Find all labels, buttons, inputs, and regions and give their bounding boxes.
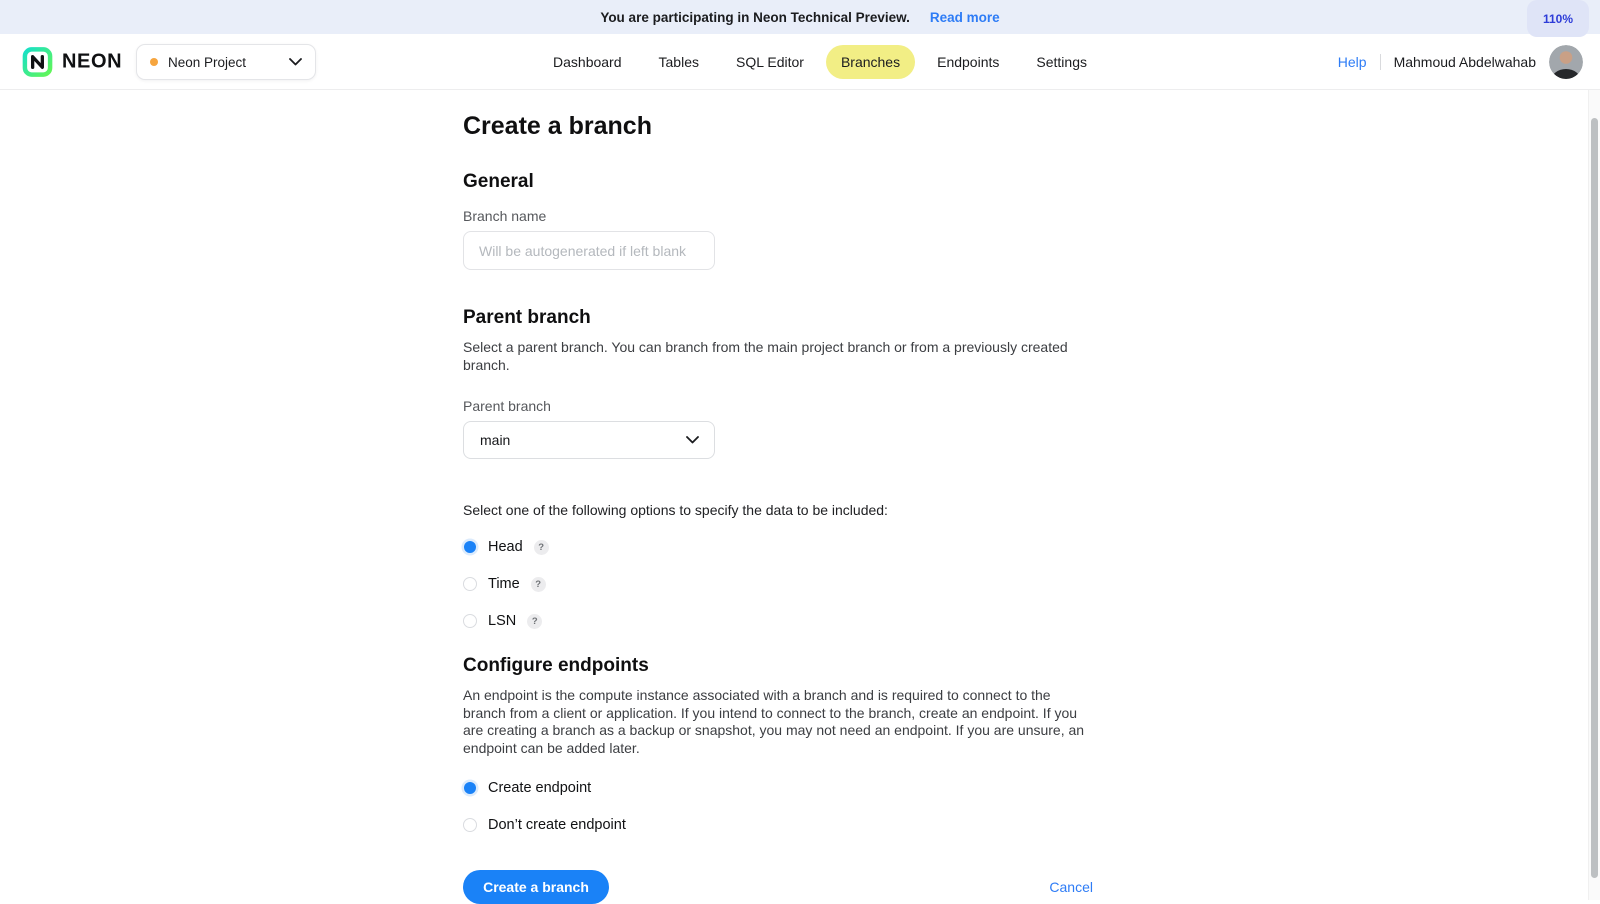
neon-wordmark: NEON — [62, 50, 123, 72]
branch-name-input[interactable] — [463, 231, 715, 270]
header-divider — [1380, 54, 1381, 70]
preview-banner — [0, 0, 1600, 34]
help-link[interactable]: Help — [1337, 54, 1367, 70]
main-nav — [538, 34, 1102, 90]
nav-item-tables[interactable]: Tables — [658, 54, 699, 70]
parent-branch-select[interactable] — [463, 421, 715, 459]
nav-item-dashboard[interactable]: Dashboard — [553, 54, 622, 70]
header-right — [1338, 34, 1583, 90]
radio-selected-icon[interactable] — [464, 541, 476, 553]
nav-item-endpoints[interactable]: Endpoints — [937, 54, 1000, 70]
help-icon[interactable]: ? — [531, 577, 546, 592]
nav-item-sql-editor[interactable]: SQL Editor — [735, 54, 804, 70]
page-title: Create a branch — [463, 112, 652, 140]
project-name: Neon Project — [168, 54, 247, 70]
scrollbar-thumb[interactable] — [1591, 118, 1598, 878]
endpoints-description: An endpoint is the compute instance associated with a branch and is required to connect to the branch from a client or application. If you intend to connect to the branch, create an endpoint. If you are creating a branch as a backup or snapshot, you may not need an endpoint. If you are unsure, an endpoint can be added later. — [463, 687, 1085, 756]
create-branch-page — [463, 90, 1093, 904]
data-options-prompt: Select one of the following options to specify the data to be included: — [463, 502, 888, 518]
user-avatar[interactable] — [1549, 45, 1583, 79]
branch-name-label: Branch name — [463, 208, 547, 224]
radio-label: Head — [488, 539, 523, 555]
create-branch-button[interactable]: Create a branch — [463, 870, 609, 904]
neon-logo-icon — [22, 46, 53, 77]
radio-option-lsn[interactable] — [463, 613, 542, 629]
general-heading: General — [463, 171, 534, 192]
radio-option-time[interactable] — [463, 576, 546, 592]
chevron-down-icon — [686, 436, 699, 444]
parent-branch-heading: Parent branch — [463, 307, 591, 328]
radio-option-head[interactable] — [463, 539, 549, 555]
radio-label: Create endpoint — [488, 780, 592, 796]
project-status-dot — [150, 58, 158, 66]
radio-label: LSN — [488, 613, 517, 629]
help-icon[interactable]: ? — [534, 540, 549, 555]
read-more-link[interactable]: Read more — [929, 9, 1000, 25]
nav-item-branches[interactable]: Branches — [826, 45, 915, 79]
page-scrollbar — [1588, 90, 1600, 900]
app-header — [0, 34, 1600, 90]
nav-item-settings[interactable]: Settings — [1036, 54, 1087, 70]
cancel-link[interactable]: Cancel — [1049, 879, 1093, 895]
form-actions — [463, 870, 1093, 904]
radio-option-dont-create-endpoint[interactable] — [463, 817, 626, 833]
parent-branch-description: Select a parent branch. You can branch from the main project branch or from a previously created branch. — [463, 339, 1068, 373]
radio-unselected-icon[interactable] — [463, 577, 477, 591]
radio-unselected-icon[interactable] — [463, 614, 477, 628]
user-name[interactable]: Mahmoud Abdelwahab — [1393, 54, 1536, 70]
radio-unselected-icon[interactable] — [463, 818, 477, 832]
parent-branch-selected-value: main — [480, 432, 511, 448]
parent-branch-label: Parent branch — [463, 398, 551, 414]
chevron-down-icon — [289, 58, 302, 66]
radio-option-create-endpoint[interactable] — [463, 780, 591, 796]
radio-label: Don’t create endpoint — [488, 817, 626, 833]
radio-selected-icon[interactable] — [464, 782, 476, 794]
radio-label: Time — [488, 576, 520, 592]
configure-endpoints-heading: Configure endpoints — [463, 655, 649, 676]
neon-logo[interactable] — [22, 46, 122, 77]
banner-text: You are participating in Neon Technical Preview. — [600, 9, 910, 25]
browser-zoom-badge[interactable]: 110% — [1527, 0, 1589, 37]
help-icon[interactable]: ? — [527, 614, 542, 629]
project-selector[interactable] — [136, 44, 316, 80]
